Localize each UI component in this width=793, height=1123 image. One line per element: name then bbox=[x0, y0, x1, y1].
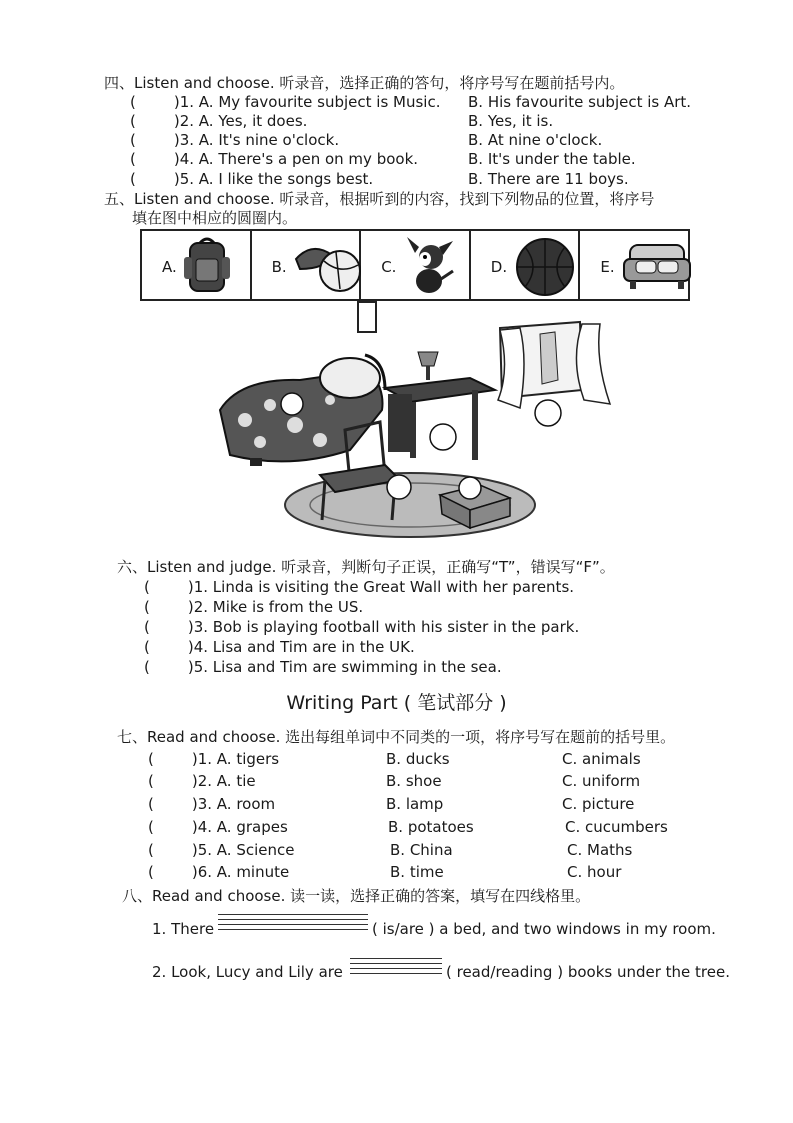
list-item: ( )5. Lisa and Tim are swimming in the sea. bbox=[144, 658, 502, 676]
writing-part-title: Writing Part ( 笔试部分 ) bbox=[286, 692, 507, 714]
section7-heading: 七、Read and choose. 选出每组单词中不同类的一项，将序号写在题前的括号里。 bbox=[117, 728, 676, 746]
list-item: ( )1. A. My favourite subject is Music. bbox=[130, 93, 441, 111]
section4-heading: 四、Listen and choose. 听录音，选择正确的答句，将序号写在题前括号内。 bbox=[104, 74, 625, 92]
option-b: B. It's under the table. bbox=[468, 150, 636, 168]
four-line-grid-1[interactable] bbox=[218, 914, 368, 934]
list-item: ( )3. Bob is playing football with his sister in the park. bbox=[144, 618, 580, 636]
option-c: C. cucumbers bbox=[565, 818, 668, 836]
basketball-icon bbox=[511, 235, 575, 299]
question-1-text: 1. There bbox=[152, 920, 215, 938]
section5-heading-cont: 填在图中相应的圆圈内。 bbox=[132, 209, 298, 227]
list-item: ( )1. A. tigers bbox=[148, 750, 280, 768]
list-item: ( )4. A. grapes bbox=[148, 818, 288, 836]
option-a: A. bbox=[142, 231, 252, 299]
option-b: B. lamp bbox=[386, 795, 444, 813]
option-b: B. Yes, it is. bbox=[468, 112, 554, 130]
list-item: ( )2. Mike is from the US. bbox=[144, 598, 364, 616]
option-c: C. bbox=[361, 231, 471, 299]
bedroom-scene bbox=[210, 300, 630, 545]
bed bbox=[220, 355, 385, 466]
option-e: E. bbox=[580, 231, 688, 299]
section6-heading: 六、Listen and judge. 听录音，判断句子正误，正确写“T”，错误写“F”。 bbox=[117, 558, 615, 576]
option-b: B. His favourite subject is Art. bbox=[468, 93, 692, 111]
list-item: ( )3. A. room bbox=[148, 795, 276, 813]
section8-heading: 八、Read and choose. 读一读，选择正确的答案，填写在四线格里。 bbox=[122, 887, 591, 905]
option-b: B. China bbox=[390, 841, 453, 859]
four-line-grid-2[interactable] bbox=[350, 958, 442, 978]
window bbox=[498, 322, 610, 408]
option-c: C. animals bbox=[562, 750, 641, 768]
list-item: ( )4. Lisa and Tim are in the UK. bbox=[144, 638, 415, 656]
option-b: B. There are 11 boys. bbox=[468, 170, 629, 188]
item-options-box bbox=[140, 229, 690, 301]
option-b: B. At nine o'clock. bbox=[468, 131, 603, 149]
question-1-options: ( is/are ) a bed, and two windows in my room. bbox=[372, 920, 716, 938]
list-item: ( )1. Linda is visiting the Great Wall with her parents. bbox=[144, 578, 575, 596]
question-2-options: ( read/reading ) books under the tree. bbox=[446, 963, 730, 981]
list-item: ( )6. A. minute bbox=[148, 863, 290, 881]
list-item: ( )5. A. I like the songs best. bbox=[130, 170, 374, 188]
option-b: B. potatoes bbox=[388, 818, 474, 836]
option-c: C. hour bbox=[567, 863, 622, 881]
option-c: C. uniform bbox=[562, 772, 641, 790]
backpack-icon bbox=[182, 235, 234, 297]
option-b: B. shoe bbox=[386, 772, 442, 790]
section5-heading: 五、Listen and choose. 听录音，根据听到的内容，找到下列物品的位置，将序号 bbox=[104, 190, 655, 208]
dog-icon bbox=[401, 235, 461, 299]
answer-circle[interactable] bbox=[535, 400, 561, 426]
answer-circle[interactable] bbox=[430, 424, 456, 450]
list-item: ( )2. A. tie bbox=[148, 772, 256, 790]
list-item: ( )3. A. It's nine o'clock. bbox=[130, 131, 340, 149]
wall-picture bbox=[358, 302, 376, 332]
answer-circle[interactable] bbox=[281, 393, 303, 415]
cap-ball-icon bbox=[292, 235, 364, 297]
sofa-icon bbox=[620, 235, 694, 297]
answer-circle[interactable] bbox=[387, 475, 411, 499]
option-c: C. picture bbox=[562, 795, 635, 813]
answer-circle[interactable] bbox=[459, 477, 481, 499]
option-b: B. ducks bbox=[386, 750, 450, 768]
option-b: B. bbox=[252, 231, 362, 299]
question-2-text: 2. Look, Lucy and Lily are bbox=[152, 963, 343, 981]
option-d: D. bbox=[471, 231, 581, 299]
option-b: B. time bbox=[390, 863, 444, 881]
list-item: ( )4. A. There's a pen on my book. bbox=[130, 150, 419, 168]
option-c: C. Maths bbox=[567, 841, 633, 859]
list-item: ( )2. A. Yes, it does. bbox=[130, 112, 308, 130]
list-item: ( )5. A. Science bbox=[148, 841, 295, 859]
